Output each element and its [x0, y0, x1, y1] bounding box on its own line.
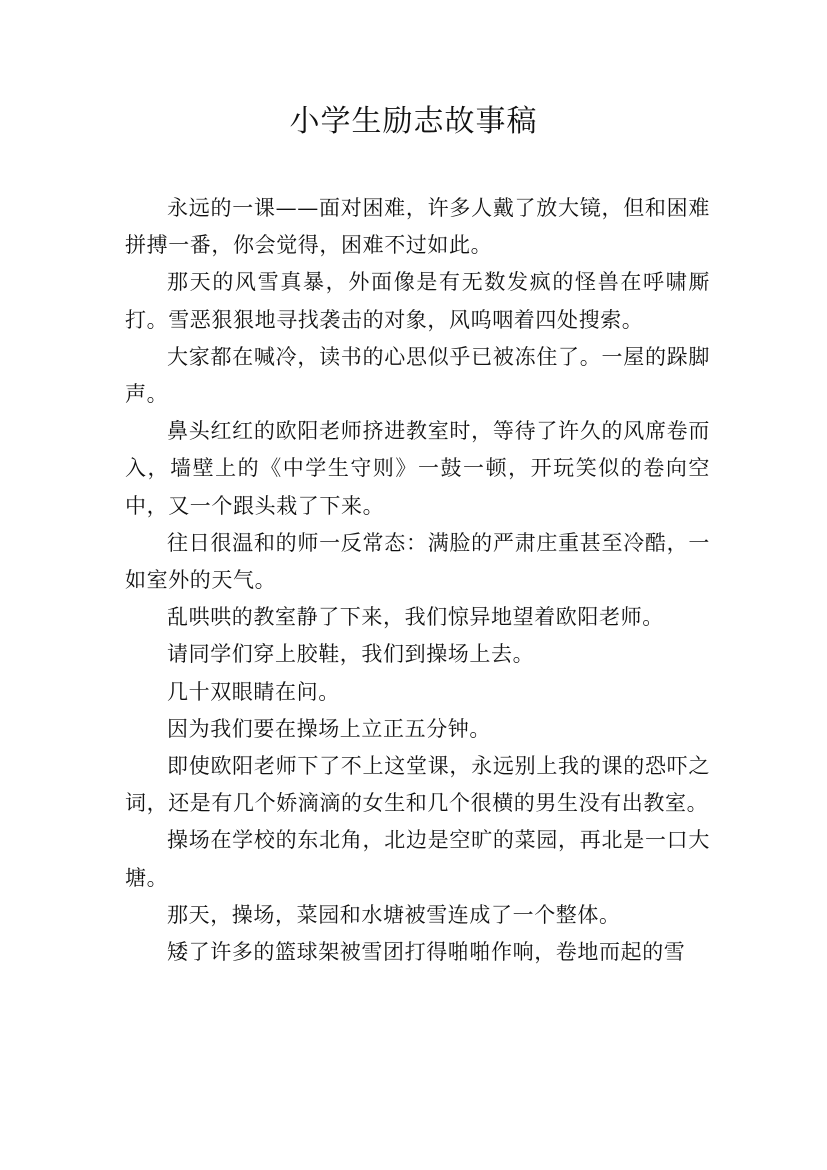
paragraph: 几十双眼睛在问。 [167, 679, 340, 704]
paragraph: 操场在学校的东北角，北边是空旷的菜园，再北是一口大塘。 [125, 828, 710, 890]
paragraph: 往日很温和的师一反常态：满脸的严肃庄重甚至冷酷，一如室外的天气。 [125, 530, 710, 593]
paragraph: 即使欧阳老师下了不上这堂课，永远别上我的课的恐吓之词，还是有几个娇滴滴的女生和几个很横的男生没有出教室。 [125, 754, 710, 816]
paragraph: 那天，操场，菜园和水塘被雪连成了一个整体。 [167, 902, 621, 927]
document-title: 小学生励志故事稿 [289, 104, 538, 139]
paragraph: 那天的风雪真暴，外面像是有无数发疯的怪兽在呼啸厮打。雪恶狠狠地寻找袭击的对象，风呜咽着四处搜索。 [125, 270, 710, 332]
document-body [125, 190, 710, 971]
paragraph: 鼻头红红的欧阳老师挤进教室时，等待了许久的风席卷而入，墙壁上的《中学生守则》一鼓一顿，开玩笑似的卷向空中，又一个跟头栽了下来。 [125, 419, 710, 518]
paragraph: 大家都在喊冷，读书的心思似乎已被冻住了。一屋的跺脚声。 [125, 344, 710, 407]
paragraph: 乱哄哄的教室静了下来，我们惊异地望着欧阳老师。 [167, 605, 664, 630]
paragraph: 因为我们要在操场上立正五分钟。 [167, 716, 491, 741]
paragraph: 请同学们穿上胶鞋，我们到操场上去。 [167, 642, 535, 667]
paragraph: 矮了许多的篮球架被雪团打得啪啪作响，卷地而起的雪 [167, 940, 686, 965]
paragraph: 永远的一课——面对困难，许多人戴了放大镜，但和困难拼搏一番，你会觉得，困难不过如此。 [125, 196, 710, 258]
